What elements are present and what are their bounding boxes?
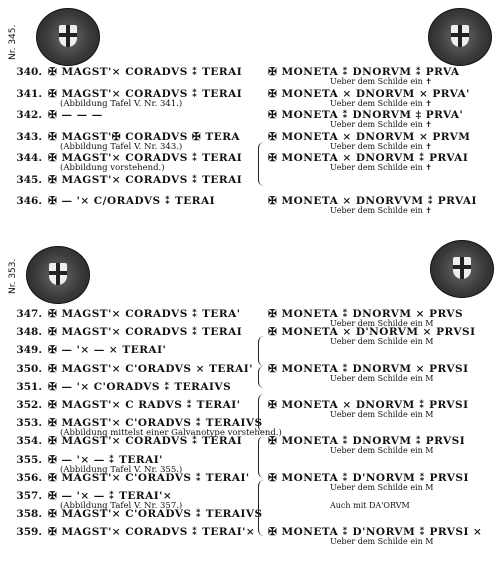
catalog-entry [0, 308, 500, 328]
reverse-note: Ueber dem Schilde ein M [330, 373, 434, 383]
reverse-legend: ✠ MONETA × DNORVM × PRVM [268, 130, 471, 143]
catalog-entry [0, 526, 500, 546]
reverse-note: Ueber dem Schilde ein M [330, 482, 434, 492]
reverse-note: Ueber dem Schilde ein ✝ [330, 141, 433, 151]
entry-number: 349. [16, 344, 42, 357]
catalog-entry [0, 326, 500, 346]
entry-number: 343. [16, 130, 42, 143]
obverse-legend: ✠ MAGST'× CORADVS ⁑ TERAI [48, 87, 243, 100]
entry-number: 346. [16, 195, 42, 207]
entry-number: 352. [16, 399, 42, 411]
seal-reverse-353 [430, 240, 494, 298]
reverse-legend: ✠ MONETA ⁑ DNORVM ⁑ PRVSI [268, 435, 466, 448]
section-label-353: Nr. 353. [8, 258, 18, 294]
obverse-legend: ✠ MAGST'× C'ORADVS × TERAI' [48, 362, 253, 375]
brace [258, 142, 267, 186]
entry-number: 347. [16, 308, 42, 320]
catalog-entry [0, 435, 500, 455]
catalog-entry [0, 381, 500, 401]
obverse-legend: ✠ — '× — ⁑ TERAI'× [48, 490, 173, 502]
obverse-legend: ✠ MAGST'× CORADVS ⁑ TERAI [48, 173, 243, 186]
obverse-legend: ✠ MAGST'× CORADVS ⁑ TERAI [48, 326, 243, 339]
reverse-note: Ueber dem Schilde ein M [330, 537, 434, 547]
entry-number: 356. [16, 471, 42, 484]
reverse-note: Ueber dem Schilde ein M [330, 446, 434, 456]
reverse-legend: ✠ MONETA × DNORVM ⁑ PRVAI [268, 152, 469, 164]
section-label-345: Nr. 345. [8, 24, 18, 60]
obverse-legend: ✠ MAGST'× C'ORADVS ⁑ TERAI' [48, 471, 250, 484]
reverse-note: Ueber dem Schilde ein M [330, 319, 434, 328]
reverse-legend: ✠ MONETA × DNORVM × PRVA' [268, 87, 470, 100]
catalog-entry [0, 490, 500, 510]
catalog-entry [0, 363, 500, 383]
entry-number: 358. [16, 508, 42, 521]
catalog-entry [0, 174, 500, 194]
reverse-note: Ueber dem Schilde ein ✝ [330, 77, 433, 86]
shield-icon [59, 25, 77, 47]
catalog-entry [0, 472, 500, 492]
obverse-legend: ✠ MAGST'× CORADVS ⁑ TERAI [48, 152, 243, 164]
reverse-note: Auch mit DA'ORVM [330, 501, 410, 510]
shield-icon [49, 263, 67, 285]
reverse-note: Ueber dem Schilde ein ✝ [330, 206, 433, 215]
brace [258, 366, 267, 388]
reverse-legend: ✠ MONETA ⁑ DNORVM × PRVS [268, 308, 464, 320]
seal-obverse-345 [36, 8, 100, 66]
catalog-entry [0, 109, 500, 129]
catalog-entry [0, 454, 500, 474]
catalog-entry [0, 88, 500, 108]
reverse-legend: ✠ MONETA ⁑ DNORVM × PRVSI [268, 362, 469, 375]
reverse-legend: ✠ MONETA ⁑ DNORVM ‡ PRVA' [268, 109, 464, 121]
reverse-note: Ueber dem Schilde ein ✝ [330, 163, 433, 172]
reverse-legend: ✠ MONETA ⁑ D'NORVM ⁑ PRVSI [268, 471, 469, 484]
reverse-note: Ueber dem Schilde ein ✝ [330, 120, 433, 129]
reverse-legend: ✠ MONETA ⁑ DNORVM ⁑ PRVA [268, 66, 460, 78]
obverse-legend: ✠ MAGST'× CORADVS ⁑ TERAI [48, 66, 243, 78]
obverse-legend: ✠ MAGST'✠ CORADVS ✠ TERA [48, 130, 241, 143]
entry-number: 357. [16, 490, 42, 502]
catalog-entry [0, 152, 500, 172]
illustration-note: (Abbildung vorstehend.) [60, 163, 165, 173]
seal-reverse-345 [428, 8, 492, 66]
illustration-note: (Abbildung Tafel V. Nr. 343.) [60, 141, 183, 152]
obverse-legend: ✠ MAGST'× C RADVS ⁑ TERAI' [48, 399, 241, 411]
entry-number: 359. [16, 526, 42, 539]
cross-shield-icon [453, 257, 471, 279]
obverse-legend: ✠ — — — [48, 109, 103, 121]
illustration-note: (Abbildung Tafel V. Nr. 357.) [60, 501, 183, 511]
obverse-legend: ✠ MAGST'× C'ORADVS ⁑ TERAIVS [48, 508, 263, 521]
entry-number: 340. [16, 66, 42, 78]
catalog-entry [0, 131, 500, 151]
catalog-entry [0, 344, 500, 364]
illustration-note: (Abbildung Tafel V. Nr. 355.) [60, 464, 183, 475]
entry-number: 342. [16, 109, 42, 121]
illustration-note: (Abbildung Tafel V. Nr. 341.) [60, 98, 183, 109]
catalog-entry [0, 195, 500, 215]
catalog-entry [0, 399, 500, 419]
seal-obverse-353 [26, 246, 90, 304]
entry-number: 341. [16, 87, 42, 100]
entry-number: 353. [16, 417, 42, 430]
brace [258, 480, 267, 536]
entry-number: 344. [16, 152, 42, 164]
entry-number: 351. [16, 380, 42, 393]
entry-number: 355. [16, 453, 42, 466]
obverse-legend: ✠ MAGST'× C'ORADVS ⁑ TERAIVS [48, 417, 263, 430]
obverse-legend: ✠ — '× — × TERAI' [48, 344, 167, 357]
reverse-note: Ueber dem Schilde ein ✝ [330, 98, 433, 108]
entry-number: 354. [16, 435, 42, 448]
brace [258, 336, 267, 366]
obverse-legend: ✠ MAGST'× CORADVS ⁑ TERAI [48, 435, 243, 448]
reverse-note: Ueber dem Schilde ein M [330, 337, 434, 347]
brace [258, 436, 267, 478]
obverse-legend: ✠ — '× C/ORADVS ⁑ TERAI [48, 195, 216, 207]
illustration-note: (Abbildung mittelst einer Galvanotype vorstehend.) [60, 428, 282, 439]
obverse-legend: ✠ MAGST'× CORADVS ⁑ TERA' [48, 308, 241, 320]
reverse-legend: ✠ MONETA × D'NORVM × PRVSI [268, 326, 476, 339]
entry-number: 348. [16, 326, 42, 339]
reverse-legend: ✠ MONETA ⁑ D'NORVM ⁑ PRVSI × [268, 526, 483, 539]
cross-shield-icon [451, 25, 469, 47]
reverse-note: Ueber dem Schilde ein M [330, 410, 434, 419]
entry-number: 345. [16, 173, 42, 186]
entry-number: 350. [16, 362, 42, 375]
catalog-entry [0, 66, 500, 86]
brace [258, 394, 267, 432]
obverse-legend: ✠ — '× — ⁑ TERAI' [48, 453, 163, 466]
obverse-legend: ✠ — '× C'ORADVS ⁑ TERAIVS [48, 380, 232, 393]
obverse-legend: ✠ MAGST'× CORADVS ⁑ TERAI'× [48, 526, 256, 539]
reverse-legend: ✠ MONETA × DNORVM ⁑ PRVSI [268, 399, 469, 411]
reverse-legend: ✠ MONETA × DNORVVM ⁑ PRVAI [268, 195, 477, 207]
